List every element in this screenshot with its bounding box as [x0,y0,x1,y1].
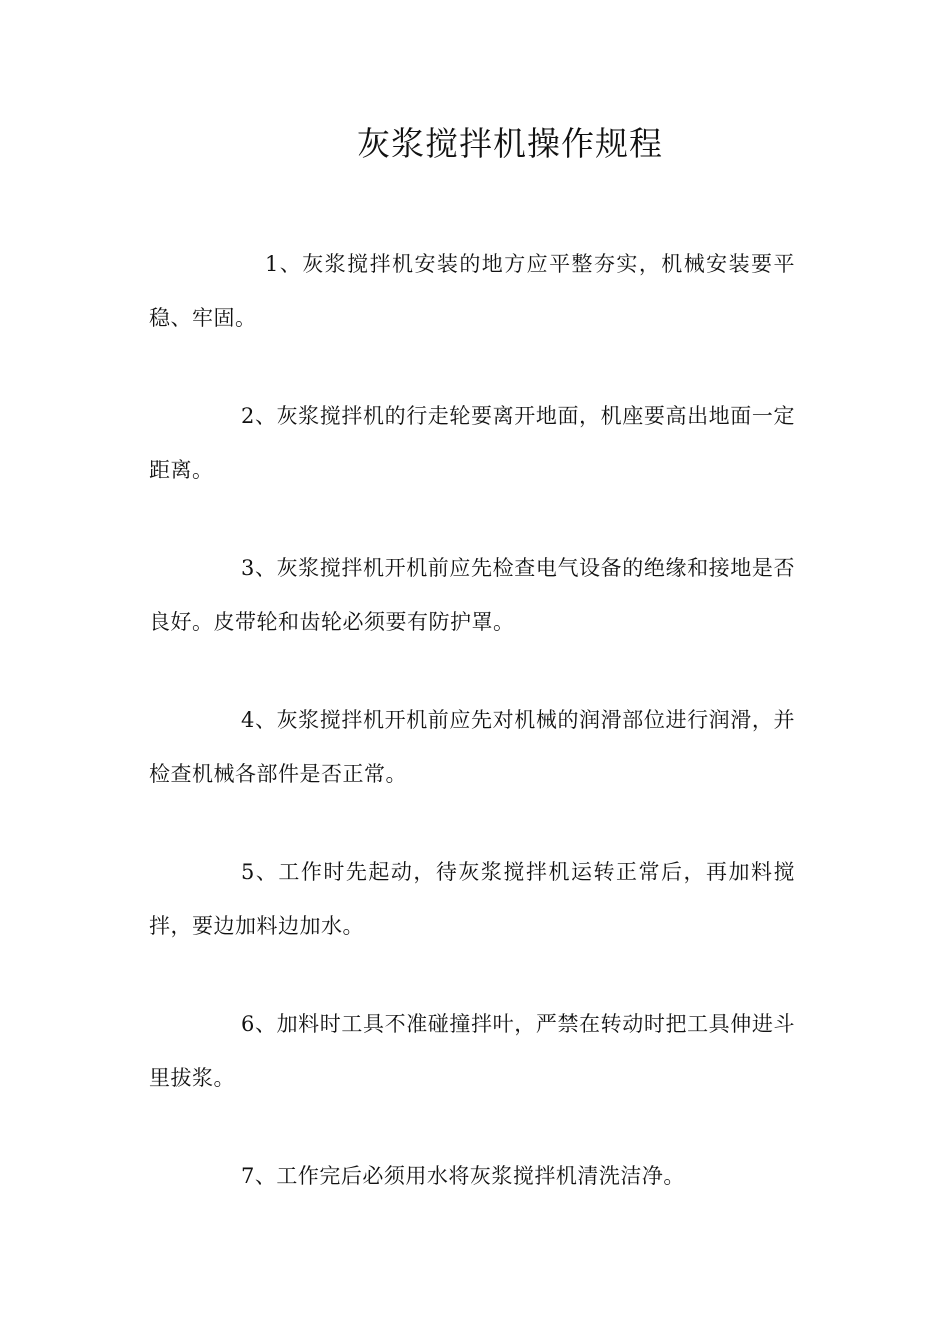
clause-3: 3、灰浆搅拌机开机前应先检查电气设备的绝缘和接地是否良好。皮带轮和齿轮必须要有防护罩。 [149,556,795,634]
document-title: 灰浆搅拌机操作规程 [357,124,663,163]
clause-5: 5、工作时先起动，待灰浆搅拌机运转正常后，再加料搅拌，要边加料边加水。 [149,860,795,938]
clause-7: 7、工作完后必须用水将灰浆搅拌机清洗洁净。 [241,1164,685,1188]
clause-2: 2、灰浆搅拌机的行走轮要离开地面，机座要高出地面一定距离。 [149,404,795,482]
document-body [149,237,795,1247]
clause-1: 1、灰浆搅拌机安装的地方应平整夯实，机械安装要平稳、牢固。 [149,252,795,330]
clause-6: 6、加料时工具不准碰撞拌叶，严禁在转动时把工具伸进斗里拔浆。 [149,1012,795,1090]
clause-4: 4、灰浆搅拌机开机前应先对机械的润滑部位进行润滑，并检查机械各部件是否正常。 [149,708,795,786]
